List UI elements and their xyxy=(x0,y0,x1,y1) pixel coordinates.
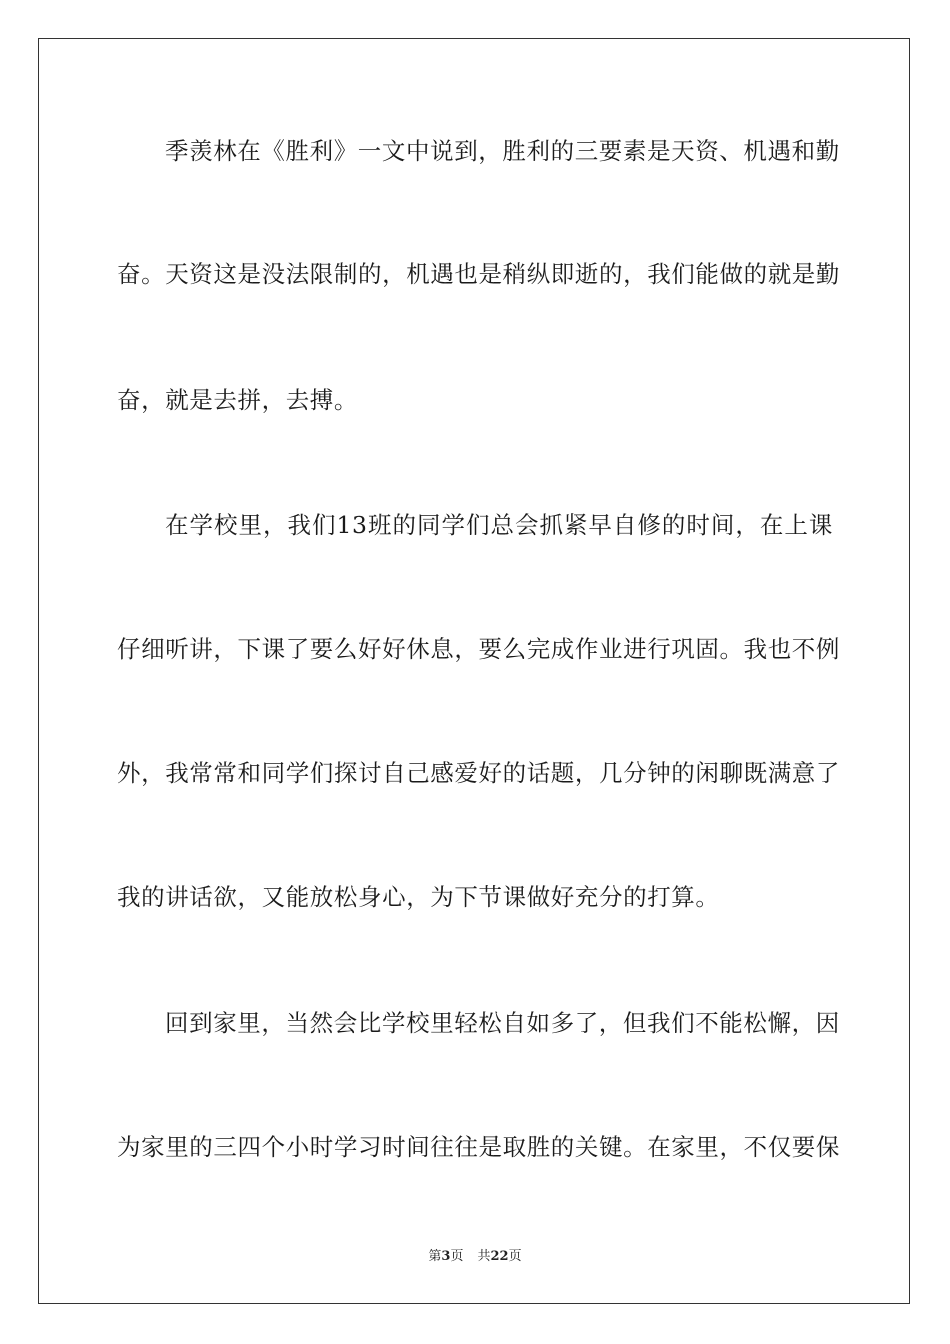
page-prefix: 第 xyxy=(428,1249,442,1264)
page-border xyxy=(38,38,910,1304)
total-suffix: 页 xyxy=(508,1249,522,1264)
total-prefix: 共 xyxy=(477,1249,491,1264)
paragraph-2-line-4: 我的讲话欲，又能放松身心，为下节课做好充分的打算。 xyxy=(117,883,720,911)
page-footer xyxy=(0,1248,950,1266)
page-suffix: 页 xyxy=(450,1249,464,1264)
paragraph-1-line-3: 奋，就是去拼，去搏。 xyxy=(117,386,358,414)
paragraph-3-line-2: 为家里的三四个小时学习时间往往是取胜的关键。在家里，不仅要保 xyxy=(117,1133,840,1161)
current-page-number: 3 xyxy=(441,1249,451,1264)
paragraph-3-line-1: 回到家里，当然会比学校里轻松自如多了，但我们不能松懈，因 xyxy=(165,1009,840,1037)
paragraph-2-line-1: 在学校里，我们13班的同学们总会抓紧早自修的时间，在上课 xyxy=(165,511,833,539)
paragraph-2-line-2: 仔细听讲，下课了要么好好休息，要么完成作业进行巩固。我也不例 xyxy=(117,635,840,663)
total-page-number: 22 xyxy=(490,1249,509,1264)
paragraph-2-line-3: 外，我常常和同学们探讨自己感爱好的话题，几分钟的闲聊既满意了 xyxy=(117,759,840,787)
paragraph-1-line-1: 季羡林在《胜利》一文中说到，胜利的三要素是天资、机遇和勤 xyxy=(165,137,840,165)
paragraph-1-line-2: 奋。天资这是没法限制的，机遇也是稍纵即逝的，我们能做的就是勤 xyxy=(117,260,840,288)
